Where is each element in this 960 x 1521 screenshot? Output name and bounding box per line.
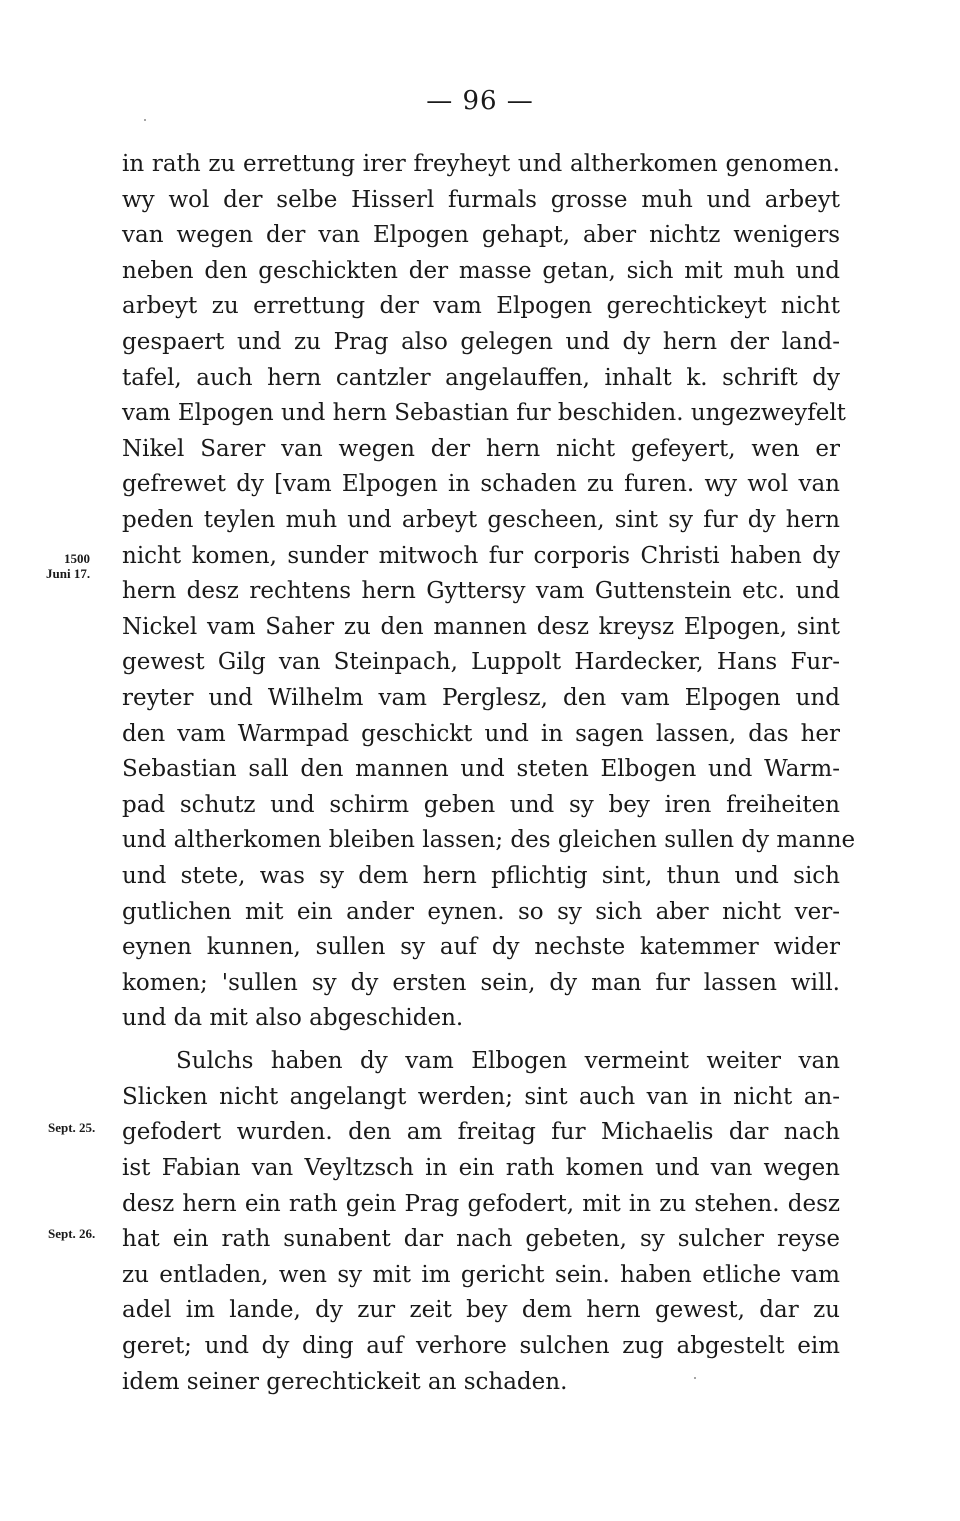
text-line: reyter und Wilhelm vam Perglesz, den vam Elpogen und [122, 685, 840, 711]
text-line: adel im lande, dy zur zeit bey dem hern gewest, dar zu [122, 1297, 840, 1323]
text-line: hern desz rechtens hern Gyttersy vam Guttenstein etc. und [122, 578, 840, 604]
margin-note-date: Juni 17. [46, 566, 91, 581]
text-line: geret; und dy ding auf verhore sulchen zug abgestelt eim [122, 1333, 840, 1359]
text-line: Nickel vam Saher zu den mannen desz kreysz Elpogen, sint [122, 614, 840, 640]
text-line: hat ein rath sunabent dar nach gebeten, sy sulcher reyse [122, 1226, 840, 1252]
text-line: vam Elpogen und hern Sebastian fur beschiden. ungezweyfelt [122, 400, 846, 426]
text-line: in rath zu errettung irer freyheyt und altherkomen genomen. [122, 151, 840, 177]
text-line: tafel, auch hern cantzler angelauffen, inhalt k. schrift dy [122, 365, 840, 391]
text-line: neben den geschickten der masse getan, sich mit muh und [122, 258, 840, 284]
text-line: zu entladen, wen sy mit im gericht sein. haben etliche vam [122, 1262, 840, 1288]
text-line: eynen kunnen, sullen sy auf dy nechste katemmer wider [122, 934, 840, 960]
text-line: wy wol der selbe Hisserl furmals grosse muh und arbeyt [122, 187, 840, 213]
text-line: nicht komen, sunder mitwoch fur corporis Christi haben dy [122, 543, 840, 569]
text-line: gespaert und zu Prag also gelegen und dy hern der land- [122, 329, 840, 355]
text-line: gewest Gilg van Steinpach, Luppolt Hardecker, Hans Fur- [122, 649, 840, 675]
text-line: Sebastian sall den mannen und steten Elbogen und Warm- [122, 756, 840, 782]
margin-note-year: 1500 [64, 551, 90, 566]
text-line: van wegen der van Elpogen gehapt, aber nichtz wenigers [122, 222, 840, 248]
text-line: gefrewet dy [vam Elpogen in schaden zu furen. wy wol van [122, 471, 840, 497]
paragraph-start-line: Sulchs haben dy vam Elbogen vermeint weiter van [176, 1048, 840, 1074]
text-line: gefodert wurden. den am freitag fur Michaelis dar nach [122, 1119, 840, 1145]
text-line: komen; 'sullen sy dy ersten sein, dy man fur lassen will. [122, 970, 840, 996]
text-line: Nikel Sarer van wegen der hern nicht gefeyert, wen er [122, 436, 840, 462]
text-line: ist Fabian van Veyltzsch in ein rath komen und van wegen [122, 1155, 840, 1181]
text-line: gutlichen mit ein ander eynen. so sy sich aber nicht ver- [122, 899, 840, 925]
paragraph-end-line: idem seiner gerechtickeit an schaden. [122, 1369, 568, 1395]
margin-note-date: Sept. 25. [48, 1120, 96, 1135]
paper-speck [144, 119, 146, 121]
text-line: und altherkomen bleiben lassen; des gleichen sullen dy manne [122, 827, 856, 853]
text-line: und stete, was sy dem hern pflichtig sint, thun und sich [122, 863, 840, 889]
text-line: pad schutz und schirm geben und sy bey iren freiheiten [122, 792, 840, 818]
paragraph-end-line: und da mit also abgeschiden. [122, 1005, 464, 1031]
text-line: arbeyt zu errettung der vam Elpogen gerechtickeyt nicht [122, 293, 840, 319]
paper-speck [694, 1377, 696, 1379]
page-number: — 96 — [426, 86, 534, 116]
text-line: desz hern ein rath gein Prag gefodert, mit in zu stehen. desz [122, 1191, 840, 1217]
text-line: Slicken nicht angelangt werden; sint auch van in nicht an- [122, 1084, 840, 1110]
text-line: den vam Warmpad geschickt und in sagen lassen, das her [122, 721, 840, 747]
text-line: peden teylen muh und arbeyt gescheen, sint sy fur dy hern [122, 507, 840, 533]
margin-note-date: Sept. 26. [48, 1226, 96, 1241]
